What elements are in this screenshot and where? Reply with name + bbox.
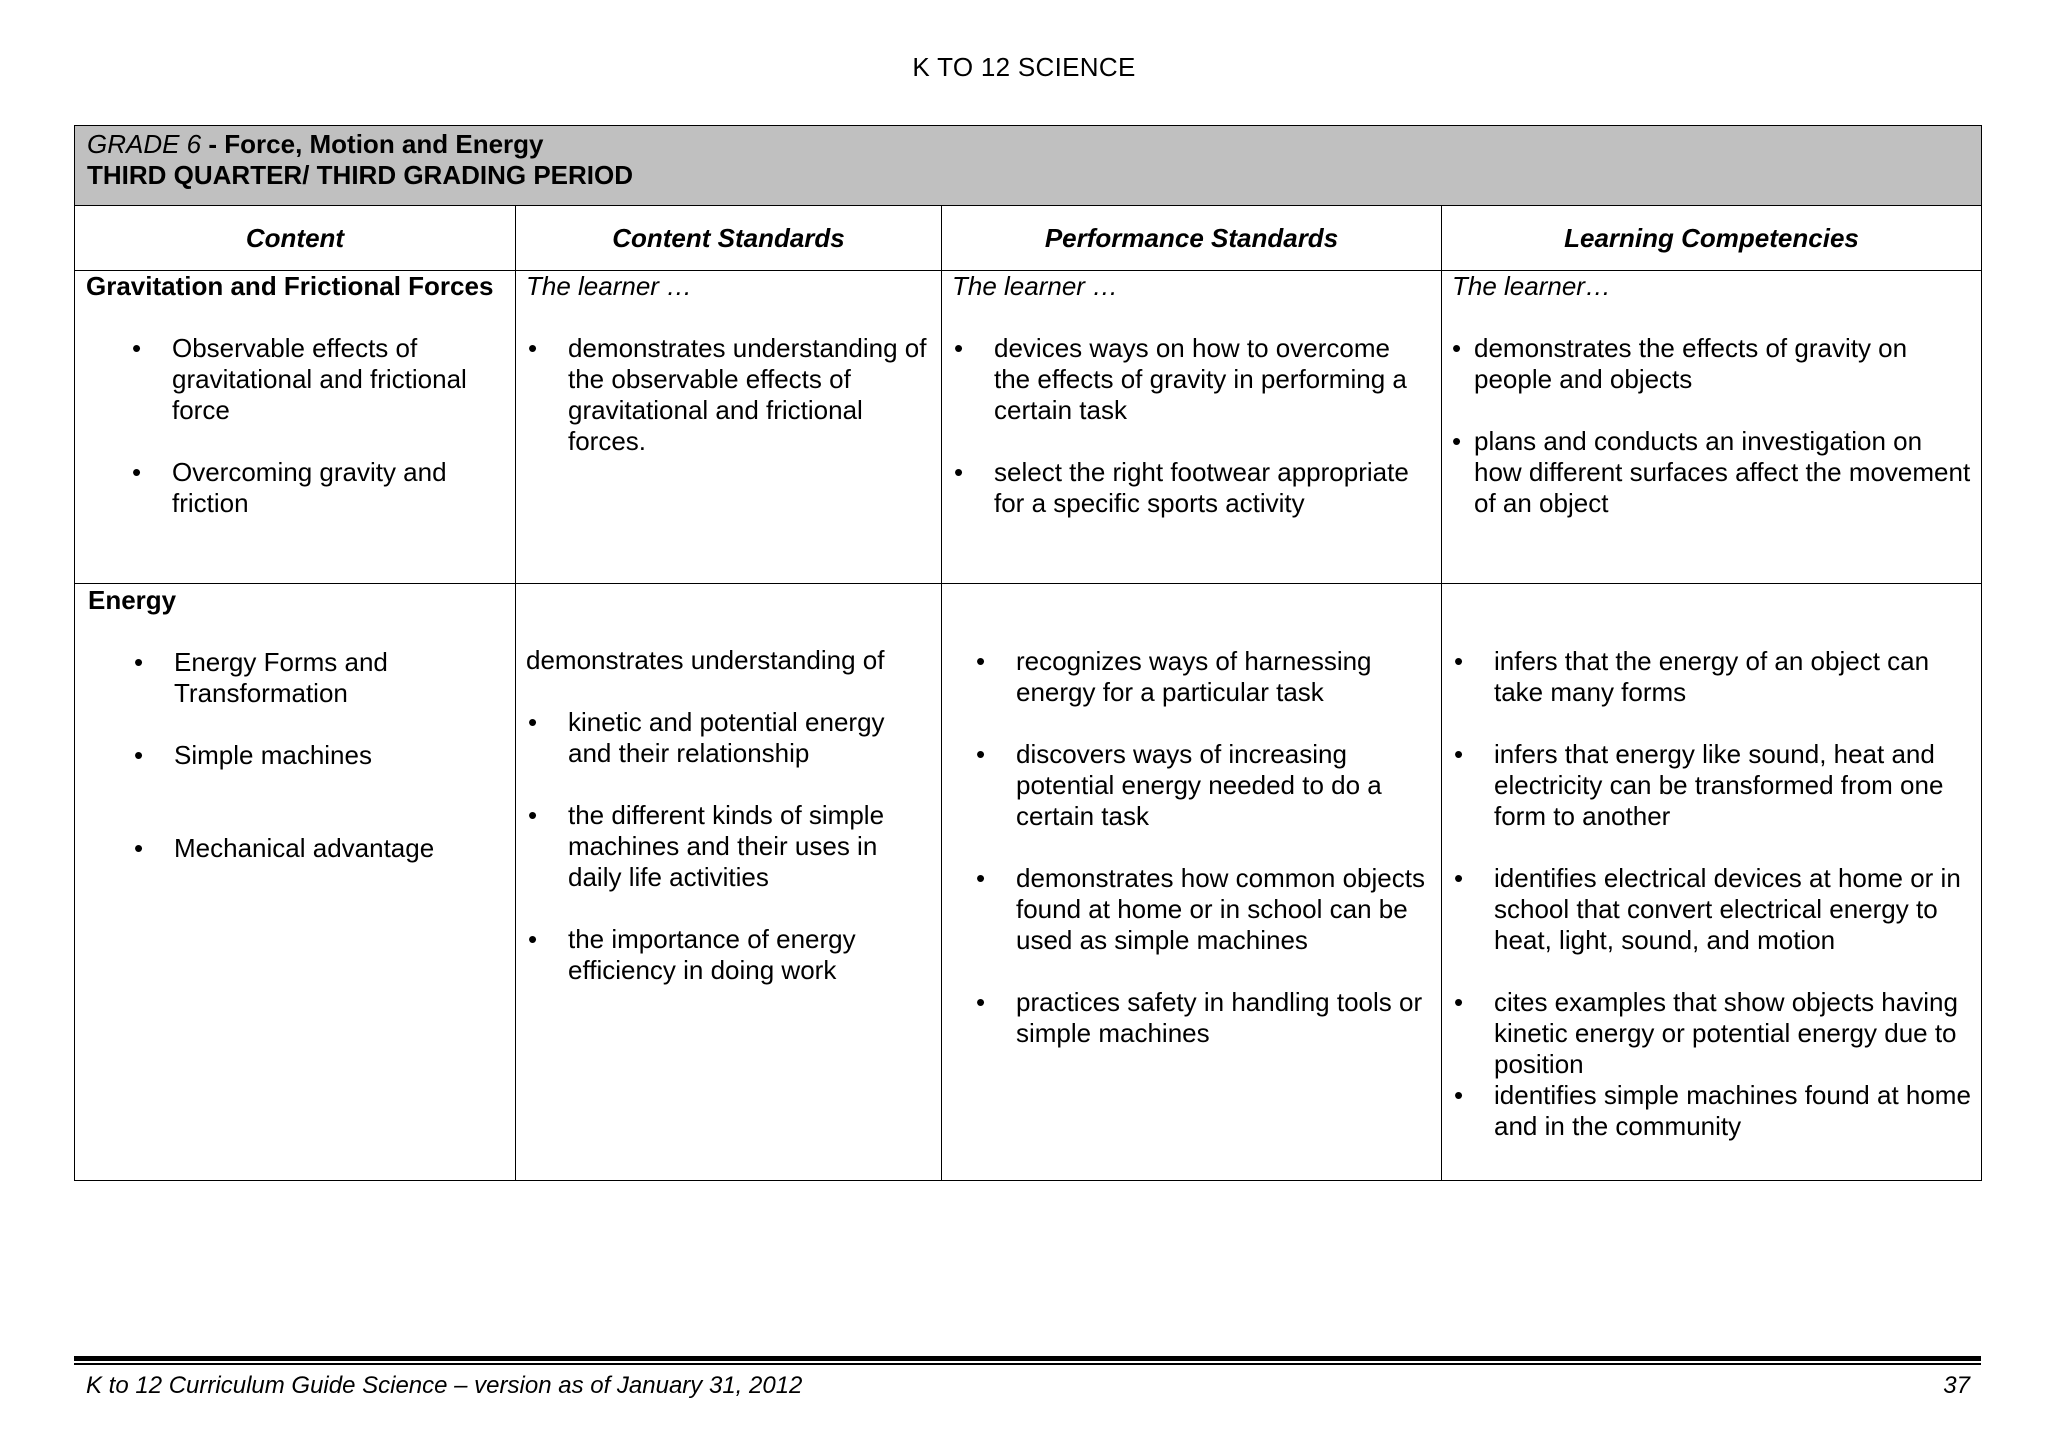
list-item: • Observable effects of gravitational and frictional force [86, 333, 505, 426]
learning-competencies-cell [1442, 271, 1982, 584]
list-item: • identifies electrical devices at home or in school that convert electrical energy to heat, light, sound, and motion [1452, 863, 1971, 956]
column-header-row [75, 206, 1982, 271]
list-item: • practices safety in handling tools or simple machines [974, 987, 1431, 1049]
cs-intro: demonstrates understanding of [526, 645, 885, 675]
list-item: • discovers ways of increasing potential energy needed to do a certain task [974, 739, 1431, 832]
content-cell [75, 271, 516, 584]
learning-competencies-cell [1442, 584, 1982, 1181]
footer-rule-thin [74, 1363, 1981, 1365]
learner-intro: The learner … [526, 271, 693, 301]
list-item: • devices ways on how to overcome the effects of gravity in performing a certain task [952, 333, 1431, 426]
learner-intro: The learner … [952, 271, 1119, 301]
list-item: • Overcoming gravity and friction [86, 457, 505, 519]
grade-topic: - Force, Motion and Energy [201, 129, 544, 159]
content-heading: Gravitation and Frictional Forces [86, 271, 494, 301]
column-header-content: Content [75, 206, 516, 271]
column-header-content-standards: Content Standards [516, 206, 942, 271]
quarter-title: THIRD QUARTER/ THIRD GRADING PERIOD [87, 160, 633, 190]
list-item: • demonstrates understanding of the observable effects of gravitational and frictional forces. [526, 333, 931, 457]
list-item: • the importance of energy efficiency in doing work [526, 924, 931, 986]
table-title-cell [75, 126, 1982, 206]
content-cell [75, 584, 516, 1181]
list-item: • Energy Forms and Transformation [88, 647, 505, 709]
list-item: • Simple machines [88, 740, 505, 771]
list-item: • demonstrates the effects of gravity on people and objects [1452, 333, 1971, 395]
performance-standards-cell [942, 271, 1442, 584]
list-item: • identifies simple machines found at home and in the community [1452, 1080, 1971, 1142]
table-row [75, 271, 1982, 584]
list-item: • infers that energy like sound, heat and electricity can be transformed from one form to another [1452, 739, 1971, 832]
performance-standards-cell [942, 584, 1442, 1181]
list-item: • the different kinds of simple machines and their uses in daily life activities [526, 800, 931, 893]
column-header-learning-competencies: Learning Competencies [1442, 206, 1982, 271]
column-header-performance-standards: Performance Standards [942, 206, 1442, 271]
footer-document-title: K to 12 Curriculum Guide Science – version as of January 31, 2012 [86, 1372, 803, 1399]
list-item: • cites examples that show objects having kinetic energy or potential energy due to position [1452, 987, 1971, 1080]
grade-title [87, 129, 1969, 160]
curriculum-table [74, 125, 1982, 1181]
list-item: • plans and conducts an investigation on how different surfaces affect the movement of an object [1452, 426, 1971, 519]
list-item: • Mechanical advantage [88, 833, 505, 864]
page-header-title: K TO 12 SCIENCE [912, 52, 1136, 82]
learner-intro: The learner… [1452, 271, 1611, 301]
table-row [75, 584, 1982, 1181]
footer-rule-thick [74, 1356, 1981, 1361]
grade-label: GRADE 6 [87, 129, 202, 159]
list-item: • demonstrates how common objects found at home or in school can be used as simple machines [974, 863, 1431, 956]
list-item: • recognizes ways of harnessing energy for a particular task [974, 646, 1431, 708]
list-item: • kinetic and potential energy and their relationship [526, 707, 931, 769]
list-item: • infers that the energy of an object can take many forms [1452, 646, 1971, 708]
content-heading: Energy [88, 585, 177, 615]
content-standards-cell [516, 584, 942, 1181]
page-number: 37 [1943, 1372, 1970, 1399]
content-standards-cell [516, 271, 942, 584]
list-item: • select the right footwear appropriate for a specific sports activity [952, 457, 1431, 519]
